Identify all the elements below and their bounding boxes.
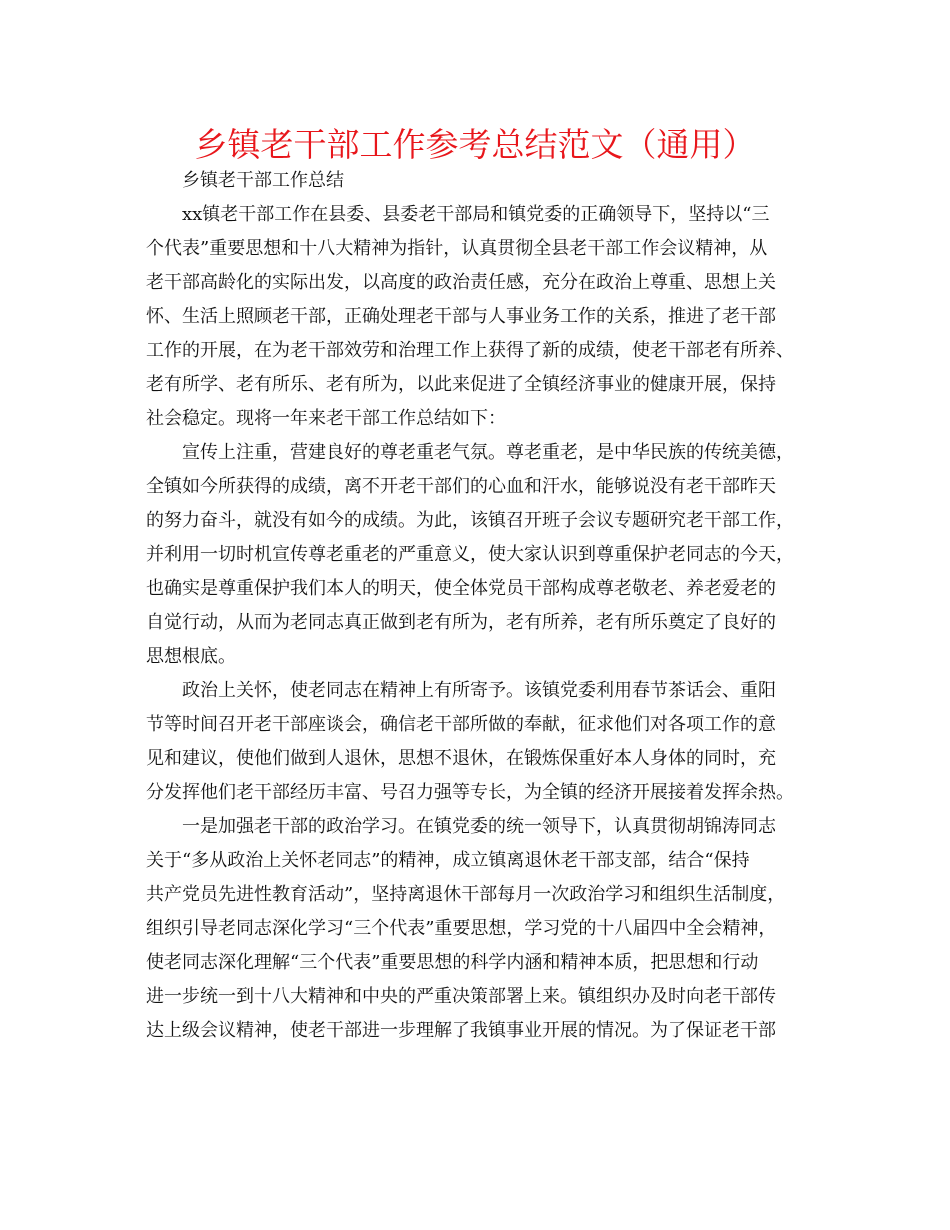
paragraph-line: 社会稳定。现将一年来老干部工作总结如下： — [146, 408, 506, 429]
paragraph-line: 使老同志深化理解“三个代表”重要思想的科学内涵和精神本质，把思想和行动 — [146, 952, 759, 973]
paragraph-line: 一是加强老干部的政治学习。在镇党委的统一领导下，认真贯彻胡锦涛同志 — [182, 816, 776, 837]
paragraph-line: 思想根底。 — [146, 646, 236, 667]
paragraph-line: 节等时间召开老干部座谈会，确信老干部所做的奉献，征求他们对各项工作的意 — [146, 714, 776, 735]
paragraph-line: 宣传上注重，营建良好的尊老重老气氛。尊老重老，是中华民族的传统美德， — [182, 442, 794, 463]
paragraph — [146, 810, 808, 1048]
document-subtitle: 乡镇老干部工作总结 — [182, 170, 344, 191]
paragraph-list — [146, 198, 808, 1048]
document-title: 乡镇老干部工作参考总结范文（通用） — [194, 125, 756, 164]
paragraph-line: 老干部高龄化的实际出发，以高度的政治责任感，充分在政治上尊重、思想上关 — [146, 272, 776, 293]
paragraph-line: 自觉行动，从而为老同志真正做到老有所为，老有所养，老有所乐奠定了良好的 — [146, 612, 776, 633]
paragraph-line: 分发挥他们老干部经历丰富、号召力强等专长，为全镇的经济开展接着发挥余热。 — [146, 782, 794, 803]
paragraph-line: 进一步统一到十八大精神和中央的严重决策部署上来。镇组织办及时向老干部传 — [146, 986, 776, 1007]
paragraph-line: 并利用一切时机宣传尊老重老的严重意义，使大家认识到尊重保护老同志的今天， — [146, 544, 794, 565]
paragraph-line: 共产党员先进性教育活动”，坚持离退休干部每月一次政治学习和组织生活制度， — [146, 884, 786, 905]
paragraph-line: 个代表”重要思想和十八大精神为指针，认真贯彻全县老干部工作会议精神，从 — [146, 238, 768, 259]
paragraph-line: 工作的开展，在为老干部效劳和治理工作上获得了新的成绩，使老干部老有所养、 — [146, 340, 794, 361]
paragraph-line: 老有所学、老有所乐、老有所为，以此来促进了全镇经济事业的健康开展，保持 — [146, 374, 776, 395]
paragraph-line: 达上级会议精神，使老干部进一步理解了我镇事业开展的情况。为了保证老干部 — [146, 1020, 776, 1041]
paragraph-line: 怀、生活上照顾老干部，正确处理老干部与人事业务工作的关系，推进了老干部 — [146, 306, 776, 327]
paragraph-line: 政治上关怀，使老同志在精神上有所寄予。该镇党委利用春节茶话会、重阳 — [182, 680, 776, 701]
paragraph-line: 见和建议，使他们做到人退休，思想不退休，在锻炼保重好本人身体的同时，充 — [146, 748, 776, 769]
paragraph — [146, 198, 808, 436]
paragraph-line: 的努力奋斗，就没有如今的成绩。为此，该镇召开班子会议专题研究老干部工作， — [146, 510, 794, 531]
paragraph — [146, 436, 808, 674]
paragraph-line: 关于“多从政治上关怀老同志”的精神，成立镇离退休老干部支部，结合“保持 — [146, 850, 750, 871]
paragraph-line: 全镇如今所获得的成绩，离不开老干部们的心血和汗水，能够说没有老干部昨天 — [146, 476, 776, 497]
paragraph-line: 组织引导老同志深化学习“三个代表”重要思想，学习党的十八届四中全会精神， — [146, 918, 777, 939]
paragraph — [146, 674, 808, 810]
paragraph-line: 也确实是尊重保护我们本人的明天，使全体党员干部构成尊老敬老、养老爱老的 — [146, 578, 776, 599]
document-body — [146, 164, 808, 1048]
paragraph-line: xx镇老干部工作在县委、县委老干部局和镇党委的正确领导下，坚持以“三 — [182, 204, 770, 225]
